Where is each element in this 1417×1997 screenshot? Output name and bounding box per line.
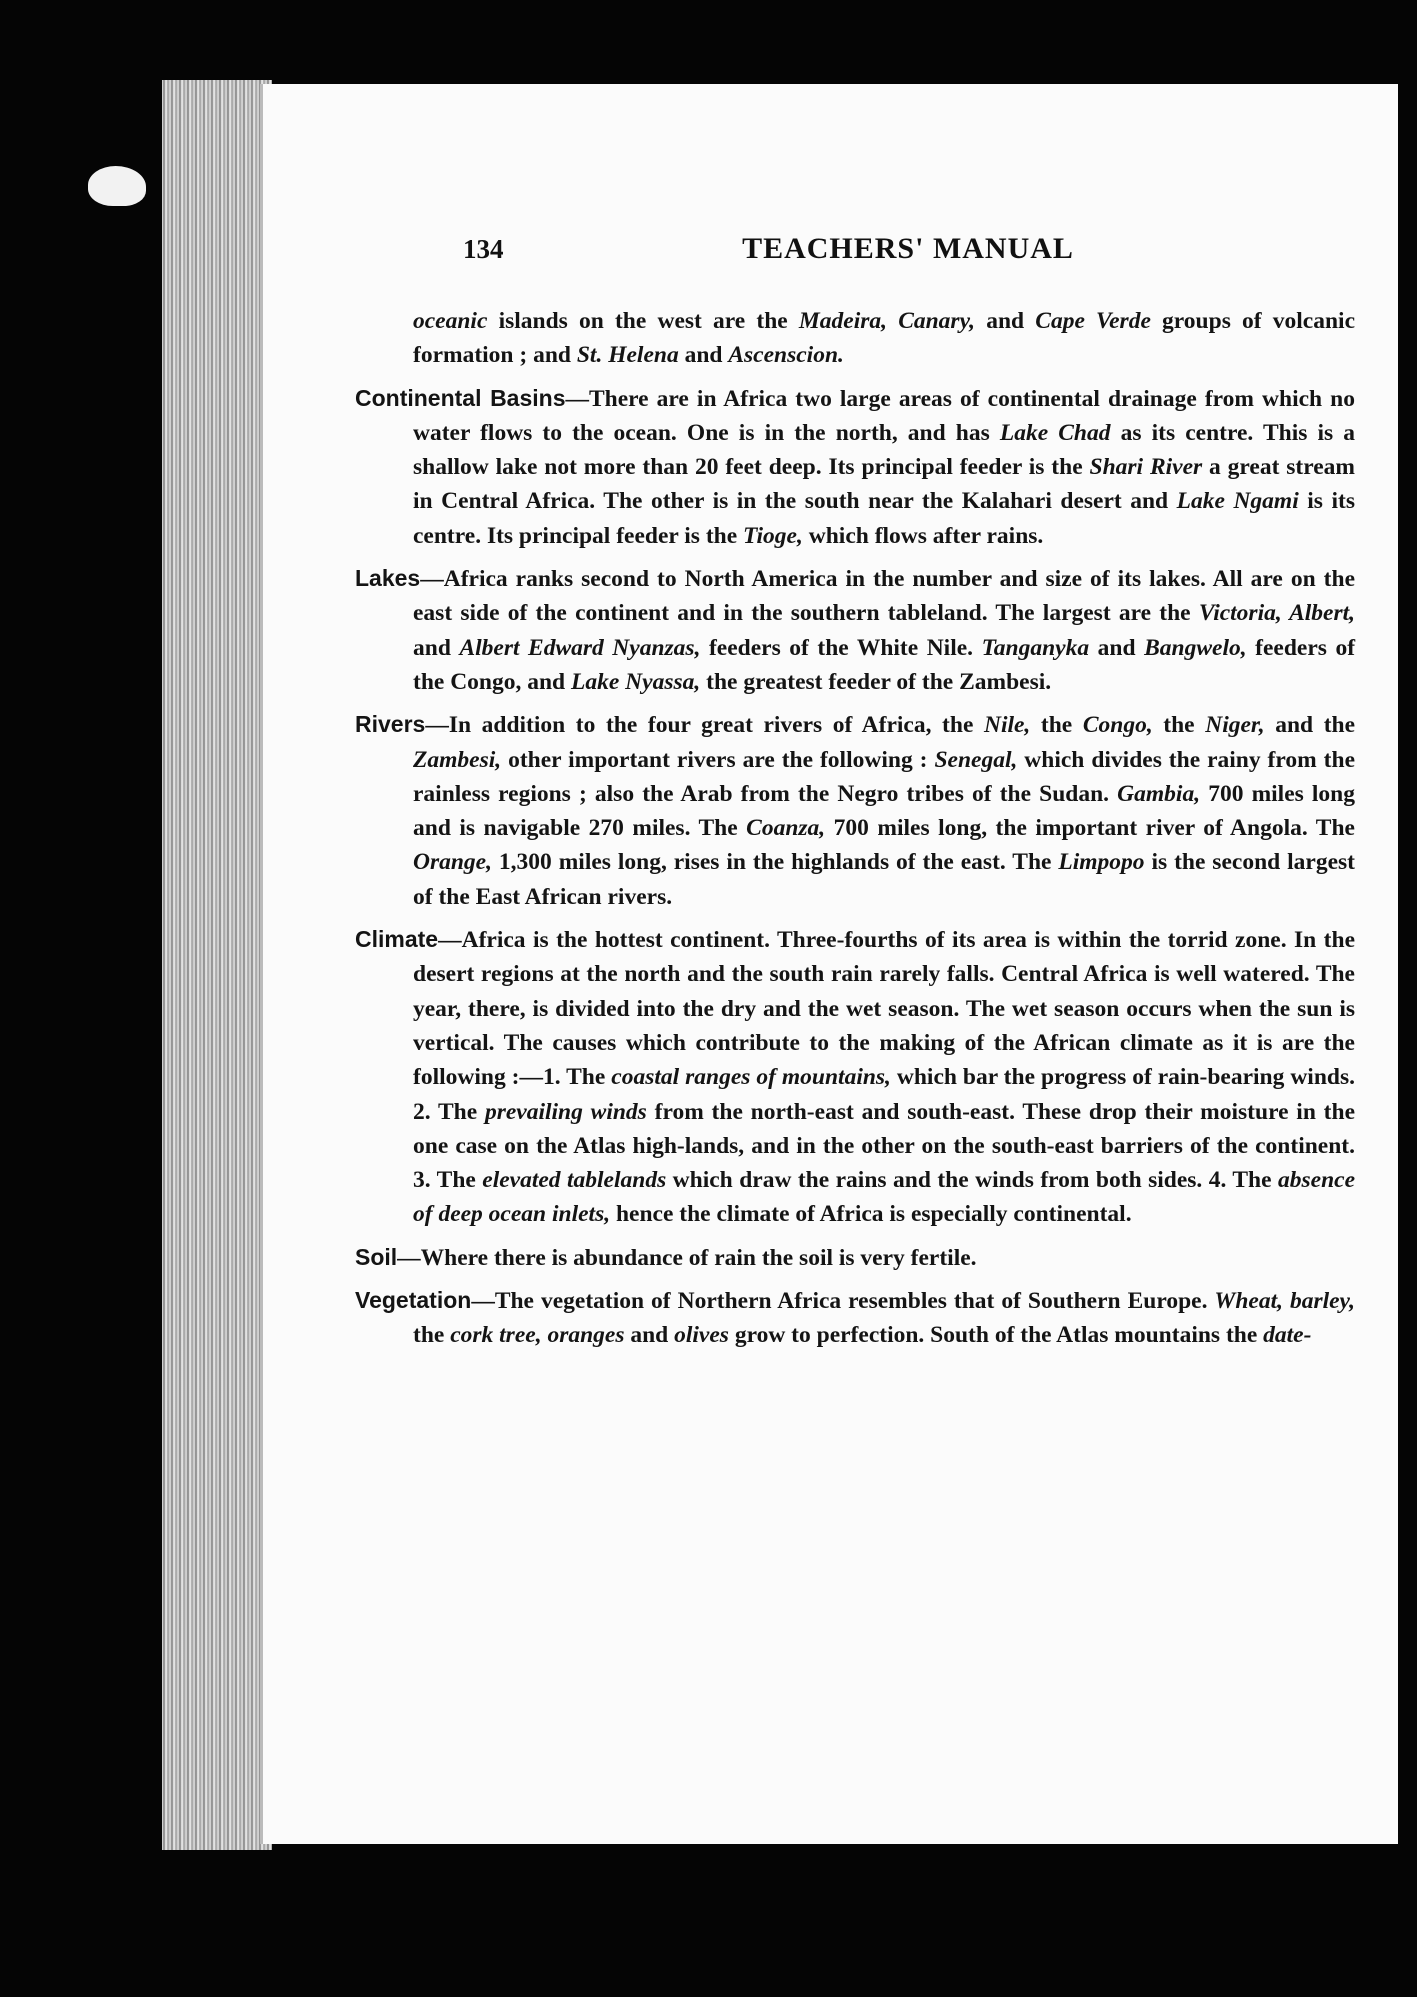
italic-text: Shari River [1089, 454, 1203, 481]
page-body [355, 304, 1355, 1361]
italic-text: Lake Nyassa, [571, 668, 701, 695]
italic-text: Bangwelo, [1144, 634, 1247, 661]
section-rivers [355, 707, 1355, 914]
body-text: which draw the rains and the winds from both sides. 4. The [666, 1167, 1278, 1194]
section-heading: Continental Basins [355, 384, 566, 411]
italic-text: Victoria, Albert, [1198, 600, 1355, 627]
page-edges [162, 80, 272, 1850]
italic-text: absence of deep ocean inlets, [413, 1167, 1356, 1228]
body-text: the [413, 1322, 451, 1349]
body-text: the greatest feeder of the Zambesi. [700, 668, 1052, 695]
body-text: and [975, 308, 1036, 334]
italic-text: Albert Edward Nyanzas, [459, 634, 701, 661]
italic-text: date- [1263, 1322, 1312, 1349]
body-text: 700 miles long and is navigable 270 miles. The [413, 780, 1355, 842]
italic-text: Senegal, [934, 746, 1018, 773]
italic-text: cork tree, oranges [450, 1322, 625, 1349]
body-text: which divides the rainy from the rainless regions ; also the Arab from the Negro tribes of the Sudan. [413, 746, 1355, 807]
italic-text: Wheat, barley, [1214, 1288, 1355, 1315]
body-text: groups of volcanic formation ; and [413, 308, 1356, 369]
italic-text: oceanic [413, 308, 488, 334]
body-text: the [1152, 712, 1206, 739]
body-text: a great stream in Central Africa. The other is in the south near the Kalahari desert and [413, 454, 1355, 515]
body-text: and [678, 342, 729, 369]
italic-text: Zambesi, [413, 746, 502, 773]
scan-blot [88, 166, 146, 206]
body-text: —The vegetation of Northern Africa resembles that of Southern Europe. [471, 1288, 1215, 1315]
section-heading: Soil [355, 1243, 398, 1270]
page-title: TEACHERS' MANUAL [742, 232, 1074, 265]
page-number: 134 [463, 234, 504, 264]
section-soil [355, 1240, 1355, 1275]
italic-text: Congo, [1082, 712, 1153, 739]
section-lakes [355, 561, 1355, 699]
italic-text: olives [674, 1322, 729, 1349]
section-climate [355, 922, 1355, 1232]
italic-text: Tioge, [743, 522, 803, 549]
body-text: —Africa ranks second to North America in the number and size of its lakes. All are on the east side of the continent and in the southern tableland. The largest are the [413, 566, 1355, 627]
italic-text: Ascenscion. [728, 342, 844, 369]
section-heading: Climate [355, 926, 439, 953]
body-text: which bar the progress of rain-bearing winds. 2. The [413, 1064, 1355, 1125]
section-heading: Vegetation [355, 1287, 472, 1314]
body-text: is the second largest of the East African rivers. [413, 849, 1355, 910]
body-text: —In addition to the four great rivers of Africa, the [425, 712, 984, 739]
section-heading: Lakes [355, 565, 421, 592]
section-heading: Rivers [355, 711, 426, 738]
italic-text: Coanza, [746, 815, 826, 842]
body-text: islands on the west are the [487, 308, 799, 334]
body-text: as its centre. This is a shallow lake not more than 20 feet deep. Its principal feeder is the [413, 419, 1355, 481]
body-text: —There are in Africa two large areas of continental drainage from which no water flows to the ocean. One is in the north, and has [413, 385, 1355, 446]
italic-text: prevailing winds [484, 1098, 647, 1125]
italic-text: Orange, [413, 849, 492, 876]
body-text: and [624, 1322, 675, 1349]
italic-text: St. Helena [576, 342, 679, 369]
body-text: is its centre. Its principal feeder is the [413, 488, 1355, 549]
body-text: grow to perfection. South of the Atlas mountains the [728, 1322, 1264, 1349]
section-vegetation [355, 1283, 1355, 1353]
body-text: 1,300 miles long, rises in the highlands of the east. The [492, 849, 1059, 876]
body-text: the [1030, 712, 1083, 739]
italic-text: Gambia, [1117, 780, 1201, 807]
book-page [260, 84, 1398, 1844]
italic-text: Lake Chad [999, 419, 1111, 446]
body-text: feeders of the White Nile. [700, 634, 982, 661]
italic-text: Limpopo [1058, 849, 1145, 876]
italic-text: Madeira, Canary, [798, 308, 976, 334]
italic-text: elevated tablelands [482, 1167, 667, 1194]
body-text: from the north-east and south-east. These drop their moisture in the one case on the Atlas high-lands, and in the other on the south-east barriers of the continent. 3. The [413, 1098, 1356, 1194]
body-text: which flows after rains. [802, 522, 1044, 549]
body-text: other important rivers are the following : [501, 746, 935, 773]
page-header [463, 232, 1353, 272]
body-text: and [1089, 634, 1145, 661]
italic-text: Cape Verde [1035, 308, 1151, 334]
italic-text: Tanganyka [981, 634, 1090, 661]
italic-text: coastal ranges of mountains, [611, 1064, 891, 1091]
intro-paragraph [355, 304, 1355, 373]
italic-text: Niger, [1205, 712, 1265, 739]
body-text: feeders of the Congo, and [413, 634, 1356, 695]
body-text: and [413, 634, 460, 661]
italic-text: Nile, [983, 712, 1031, 739]
section-continental-basins [355, 381, 1355, 553]
body-text: —Where there is abundance of rain the soil is very fertile. [397, 1244, 977, 1271]
italic-text: Lake Ngami [1176, 488, 1299, 515]
body-text: —Africa is the hottest continent. Three-fourths of its area is within the torrid zone. In the desert regions at the north and the south rain rarely falls. Central Africa is well watered. The year, there, is divided into the dry and the wet season. The wet season occurs when the sun is vertical. The causes which contribute to the making of the African climate as it is are the following :—1. The [413, 927, 1355, 1091]
body-text: 700 miles long, the important river of Angola. The [825, 815, 1355, 842]
body-text: hence the climate of Africa is especially continental. [610, 1201, 1132, 1228]
body-text: and the [1264, 712, 1356, 739]
